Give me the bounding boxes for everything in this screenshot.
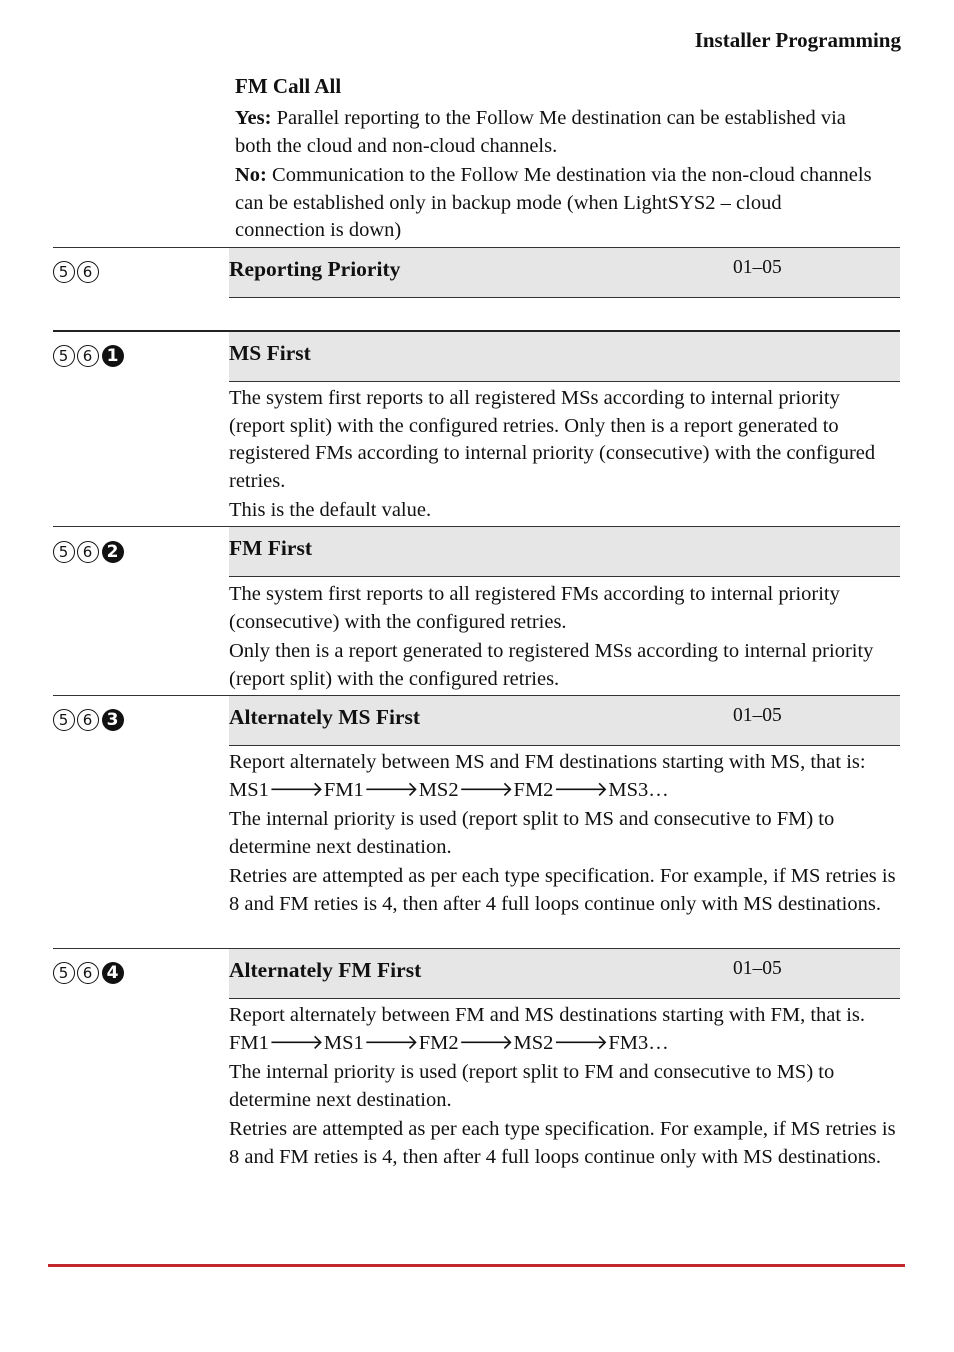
page-header-title: Installer Programming: [694, 28, 901, 52]
section-header-alternately-fm-first: [229, 949, 900, 999]
section-range: 01–05: [733, 257, 782, 278]
footer-rule: [48, 1264, 905, 1267]
section-body-alternately-ms-first: [229, 749, 897, 921]
body-paragraph: Report alternately between MS and FM destinations starting with MS, that is: MS1🡒FM1🡒MS2🡒FM2🡒MS3…: [229, 751, 866, 801]
filled-digit-circle-icon: 4: [102, 962, 124, 984]
section-title: MS First: [229, 341, 311, 365]
section-header-fm-first: [229, 527, 900, 577]
digit-circle-icon: 5: [53, 962, 75, 984]
yes-label: Yes:: [235, 107, 272, 129]
fm-call-all-yes: [235, 105, 885, 160]
body-paragraph: The system first reports to all registered MSs according to internal priority (report split) with the configured retries. Only then is a report generated to registered FMs according to internal priority (consecutive) with the configured retries.: [229, 387, 876, 492]
menu-code-alternately-fm-first: [53, 960, 124, 986]
filled-digit-circle-icon: 1: [102, 345, 124, 367]
section-header-alternately-ms-first: [229, 696, 900, 746]
section-title: Reporting Priority: [229, 257, 401, 281]
digit-circle-icon: 6: [77, 541, 99, 563]
fm-call-all-title: FM Call All: [235, 74, 342, 98]
digit-circle-icon: 6: [77, 709, 99, 731]
digit-circle-icon: 5: [53, 261, 75, 283]
menu-code-reporting-priority: [53, 259, 101, 285]
body-paragraph: The internal priority is used (report split to FM and consecutive to MS) to determine next destination.: [229, 1061, 835, 1111]
body-paragraph: Retries are attempted as per each type specification. For example, if MS retries is 8 and FM reties is 4, then after 4 full loops continue only with MS destinations.: [229, 865, 896, 915]
filled-digit-circle-icon: 3: [102, 709, 124, 731]
section-body-fm-first: [229, 581, 897, 695]
section-header-ms-first: [229, 332, 900, 382]
menu-code-alternately-ms-first: [53, 707, 124, 733]
menu-code-ms-first: [53, 343, 124, 369]
digit-circle-icon: 5: [53, 541, 75, 563]
body-paragraph: Report alternately between FM and MS destinations starting with FM, that is. FM1🡒MS1🡒FM2🡒MS2🡒FM3…: [229, 1004, 865, 1054]
digit-circle-icon: 6: [77, 962, 99, 984]
body-paragraph: Only then is a report generated to registered MSs according to internal priority (report split) with the configured retries.: [229, 640, 874, 690]
section-title: Alternately FM First: [229, 958, 422, 982]
yes-text: Parallel reporting to the Follow Me destination can be established via both the cloud and non-cloud channels.: [235, 107, 846, 157]
section-body-alternately-fm-first: [229, 1002, 897, 1174]
body-paragraph: The system first reports to all registered FMs according to internal priority (consecutive) with the configured retries.: [229, 583, 840, 633]
section-body-ms-first: [229, 385, 897, 527]
no-label: No:: [235, 164, 267, 186]
body-paragraph: This is the default value.: [229, 499, 432, 522]
section-header-reporting-priority: [229, 248, 900, 298]
section-range: 01–05: [733, 958, 782, 979]
section-title: Alternately MS First: [229, 705, 421, 729]
fm-call-all-no: [235, 162, 875, 245]
filled-digit-circle-icon: 2: [102, 541, 124, 563]
digit-circle-icon: 6: [77, 345, 99, 367]
section-range: 01–05: [733, 705, 782, 726]
body-paragraph: Retries are attempted as per each type specification. For example, if MS retries is 8 and FM reties is 4, then after 4 full loops continue only with MS destinations.: [229, 1118, 896, 1168]
section-title: FM First: [229, 536, 312, 560]
digit-circle-icon: 5: [53, 709, 75, 731]
digit-circle-icon: 6: [77, 261, 99, 283]
no-text: Communication to the Follow Me destination via the non-cloud channels can be established only in backup mode (when LightSYS2 – cloud connection is down): [235, 164, 872, 241]
digit-circle-icon: 5: [53, 345, 75, 367]
body-paragraph: The internal priority is used (report split to MS and consecutive to FM) to determine next destination.: [229, 808, 835, 858]
menu-code-fm-first: [53, 539, 124, 565]
